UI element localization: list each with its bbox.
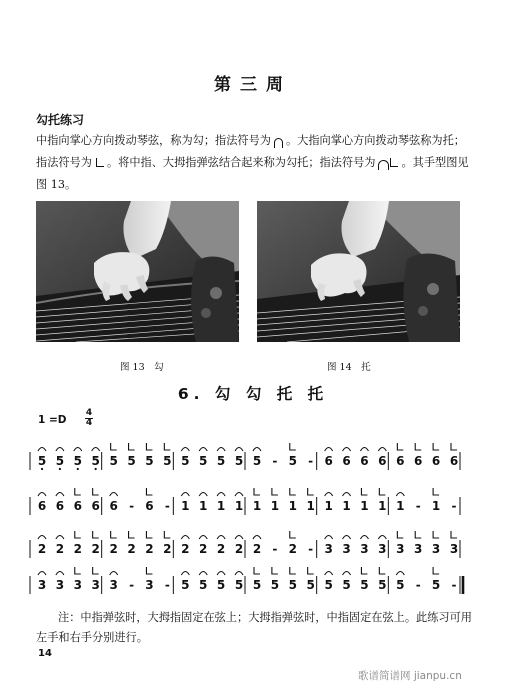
gou-mark-icon xyxy=(378,536,386,540)
dash-extension: - xyxy=(451,499,457,513)
score-note: 2 xyxy=(181,542,190,556)
tuo-mark-icon xyxy=(361,567,367,574)
score-note: 1 xyxy=(306,499,315,513)
lower-octave-dot xyxy=(95,468,97,470)
gou-mark-icon xyxy=(253,448,261,452)
gou-mark-icon xyxy=(217,448,225,452)
score-note: 5 xyxy=(306,578,315,592)
gou-mark-icon xyxy=(92,448,100,452)
gou-mark-icon xyxy=(343,448,351,452)
gou-mark-icon xyxy=(343,572,351,576)
score-note: 2 xyxy=(199,542,208,556)
score-note: 3 xyxy=(324,542,333,556)
lower-octave-dot xyxy=(41,468,43,470)
tuo-mark-icon xyxy=(146,443,152,450)
score-note: 6 xyxy=(145,499,154,513)
score-note: 6 xyxy=(73,499,82,513)
score-note: 3 xyxy=(342,542,351,556)
gou-mark-icon xyxy=(378,448,386,452)
gou-mark-icon xyxy=(235,493,243,497)
dash-extension: - xyxy=(415,578,421,592)
lower-octave-dot xyxy=(77,468,79,470)
tuo-mark-icon xyxy=(75,531,81,538)
score-note: 6 xyxy=(431,454,441,468)
score-note: 2 xyxy=(288,542,297,556)
score-note: 5 xyxy=(360,578,369,592)
score-note: 5 xyxy=(37,454,47,468)
gou-mark-icon xyxy=(235,448,243,452)
tuo-mark-icon xyxy=(451,531,457,538)
score-note: 5 xyxy=(270,578,280,592)
gou-mark-icon xyxy=(199,493,207,497)
dash-extension: - xyxy=(308,542,314,556)
gou-mark-icon xyxy=(181,448,189,452)
score-note: 5 xyxy=(234,578,244,592)
gou-mark-icon xyxy=(38,572,46,576)
practice-note: 注：中指弹弦时，大拇指固定在弦上；大拇指弹弦时，中指固定在弦上。此练习可用左手和右手分别进行。 xyxy=(36,611,472,644)
tuo-mark-icon xyxy=(254,488,260,495)
dash-extension: - xyxy=(272,542,278,556)
score-note: 1 xyxy=(342,499,351,513)
gou-mark-icon xyxy=(199,448,207,452)
dash-extension: - xyxy=(164,578,170,592)
dash-extension: - xyxy=(451,578,457,592)
tuo-mark-icon xyxy=(397,531,403,538)
intro-text-4: 。其手型图见图 13。 xyxy=(36,156,469,191)
gou-mark-icon xyxy=(181,493,189,497)
gou-mark-icon xyxy=(396,493,404,497)
score-note: 3 xyxy=(378,542,387,556)
score-note: 1 xyxy=(199,499,208,513)
dash-extension: - xyxy=(308,454,314,468)
gou-mark-icon xyxy=(199,536,207,540)
tuo-mark-icon xyxy=(272,488,278,495)
score-note: 5 xyxy=(396,578,405,592)
tuo-mark-icon xyxy=(75,488,81,495)
tuo-mark-icon xyxy=(290,567,296,574)
score-note: 5 xyxy=(199,578,208,592)
time-signature-top: 4 xyxy=(85,408,93,418)
gou-mark-icon xyxy=(56,493,64,497)
score-note: 6 xyxy=(55,499,65,513)
gou-mark-icon xyxy=(396,572,404,576)
score-note: 5 xyxy=(127,454,136,468)
score-note: 6 xyxy=(360,454,369,468)
gou-mark-icon xyxy=(74,448,82,452)
tuo-mark-icon xyxy=(397,443,403,450)
score-note: 5 xyxy=(431,578,441,592)
score-note: 6 xyxy=(37,499,47,513)
score-note: 1 xyxy=(216,499,226,513)
score-note: 5 xyxy=(288,454,297,468)
score-note: 2 xyxy=(91,542,100,556)
score-note: 2 xyxy=(73,542,82,556)
tuo-mark-icon xyxy=(308,567,314,574)
week-title: 第三周 xyxy=(214,75,292,95)
score-note: 3 xyxy=(91,578,100,592)
tuo-mark-icon xyxy=(93,567,99,574)
site-watermark: 歌谱简谱网 jianpu.cn xyxy=(358,670,462,682)
score-note: 5 xyxy=(91,454,100,468)
tuo-mark-icon xyxy=(146,531,152,538)
dash-extension: - xyxy=(272,454,278,468)
tuo-mark-icon xyxy=(164,531,170,538)
intro-text-2: 。大指向掌心方向拨动琴弦称为托；指法符号为 xyxy=(36,134,465,169)
score-note: 3 xyxy=(449,542,459,556)
tuo-mark-icon xyxy=(433,567,439,574)
score-note: 5 xyxy=(252,578,262,592)
score-note: 3 xyxy=(414,542,423,556)
tuo-mark-icon xyxy=(433,443,439,450)
tuo-mark-icon xyxy=(361,488,367,495)
score-note: 5 xyxy=(378,578,387,592)
intro-text-1: 中指向掌心方向拨动琴弦，称为勾；指法符号为 xyxy=(36,134,271,147)
tuo-mark-icon xyxy=(146,567,152,574)
tuo-mark-icon xyxy=(290,488,296,495)
gou-mark-icon xyxy=(56,572,64,576)
score-note: 6 xyxy=(396,454,405,468)
tuo-mark-icon xyxy=(254,567,260,574)
score-note: 1 xyxy=(288,499,297,513)
score-note: 3 xyxy=(73,578,82,592)
score-note: 1 xyxy=(324,499,333,513)
score-note: 2 xyxy=(109,542,118,556)
score-note: 3 xyxy=(55,578,65,592)
gou-mark-icon xyxy=(343,536,351,540)
tuo-mark-icon xyxy=(129,443,135,450)
score-note: 3 xyxy=(145,578,154,592)
dash-extension: - xyxy=(129,499,135,513)
tuo-mark-icon xyxy=(415,531,421,538)
gou-mark-icon xyxy=(235,536,243,540)
gou-mark-icon xyxy=(217,536,225,540)
score-note: 3 xyxy=(109,578,118,592)
score-note: 5 xyxy=(234,454,244,468)
tuo-mark-icon xyxy=(146,488,152,495)
score-note: 6 xyxy=(109,499,118,513)
gou-mark-icon xyxy=(110,572,118,576)
page-number: 14 xyxy=(38,648,52,659)
score-note: 5 xyxy=(163,454,172,468)
score-note: 2 xyxy=(163,542,172,556)
gou-mark-icon xyxy=(343,493,351,497)
score-note: 1 xyxy=(181,499,190,513)
tuo-mark-icon xyxy=(290,443,296,450)
tuo-mark-icon xyxy=(111,443,117,450)
gou-mark-icon xyxy=(110,493,118,497)
score-note: 2 xyxy=(127,542,136,556)
gou-mark-icon xyxy=(181,536,189,540)
tuo-mark-icon xyxy=(93,531,99,538)
dash-extension: - xyxy=(129,578,135,592)
score-note: 6 xyxy=(378,454,387,468)
dash-extension: - xyxy=(415,499,421,513)
gou-mark-icon xyxy=(199,572,207,576)
tuo-mark-icon xyxy=(451,443,457,450)
score-note: 3 xyxy=(360,542,369,556)
score-note: 2 xyxy=(55,542,65,556)
time-signature-bottom: 4 xyxy=(85,418,93,428)
score-note: 2 xyxy=(216,542,226,556)
gou-mark-icon xyxy=(325,493,333,497)
score-note: 2 xyxy=(145,542,154,556)
score-note: 5 xyxy=(199,454,208,468)
tuo-mark-icon xyxy=(379,488,385,495)
gou-mark-icon xyxy=(38,536,46,540)
score-note: 1 xyxy=(431,499,441,513)
score-note: 2 xyxy=(234,542,244,556)
gou-mark-icon xyxy=(325,572,333,576)
score-note: 5 xyxy=(288,578,297,592)
tuo-mark-icon xyxy=(308,488,314,495)
gou-mark-icon xyxy=(181,572,189,576)
tuo-mark-icon xyxy=(272,567,278,574)
score-note: 6 xyxy=(342,454,351,468)
gou-mark-icon xyxy=(56,536,64,540)
tuo-mark-icon xyxy=(111,531,117,538)
score-note: 5 xyxy=(55,454,65,468)
tuo-mark-icon xyxy=(433,488,439,495)
score-note: 5 xyxy=(73,454,82,468)
score-note: 5 xyxy=(324,578,333,592)
score-note: 6 xyxy=(449,454,459,468)
tuo-mark-icon xyxy=(164,443,170,450)
section-heading: 勾托练习 xyxy=(36,113,85,127)
tuo-mark-icon xyxy=(433,531,439,538)
score-note: 6 xyxy=(324,454,333,468)
gou-mark-icon xyxy=(217,572,225,576)
tuo-mark-icon xyxy=(93,488,99,495)
gou-mark-icon xyxy=(38,448,46,452)
figure-14-caption: 图 14 托 xyxy=(327,362,371,373)
score-note: 5 xyxy=(216,454,226,468)
gou-mark-icon xyxy=(360,536,368,540)
tuo-mark-icon xyxy=(379,567,385,574)
gou-mark-icon xyxy=(38,493,46,497)
gou-mark-icon xyxy=(325,448,333,452)
score-note: 2 xyxy=(37,542,47,556)
tuo-mark-icon xyxy=(290,531,296,538)
figure-13-caption: 图 13 勾 xyxy=(120,362,164,373)
score-note: 1 xyxy=(378,499,387,513)
gou-mark-icon xyxy=(56,448,64,452)
score-note: 1 xyxy=(396,499,405,513)
piece-title: 6. 勾 勾 托 托 xyxy=(177,385,329,403)
score-note: 6 xyxy=(91,499,100,513)
score-note: 1 xyxy=(270,499,280,513)
gou-mark-icon xyxy=(217,493,225,497)
key-signature: 1 =D xyxy=(38,414,67,426)
gou-mark-icon xyxy=(360,448,368,452)
intro-text-3: 。将中指、大拇指弹弦结合起来称为勾托；指法符号为 xyxy=(106,156,376,169)
gou-mark-icon xyxy=(325,536,333,540)
dash-extension: - xyxy=(164,499,170,513)
score-note: 5 xyxy=(216,578,226,592)
score-note: 5 xyxy=(109,454,118,468)
tuo-mark-icon xyxy=(75,567,81,574)
score-note: 1 xyxy=(252,499,262,513)
score-note: 5 xyxy=(252,454,262,468)
score-note: 5 xyxy=(145,454,154,468)
score-note: 5 xyxy=(181,454,190,468)
score-note: 1 xyxy=(234,499,244,513)
lower-octave-dot xyxy=(59,468,61,470)
gou-mark-icon xyxy=(235,572,243,576)
score-note: 3 xyxy=(431,542,441,556)
score-note: 5 xyxy=(181,578,190,592)
score-note: 3 xyxy=(37,578,47,592)
tuo-mark-icon xyxy=(415,443,421,450)
score-note: 3 xyxy=(396,542,405,556)
gou-mark-icon xyxy=(253,536,261,540)
score-note: 5 xyxy=(342,578,351,592)
score-note: 6 xyxy=(414,454,423,468)
score-note: 1 xyxy=(360,499,369,513)
score-note: 2 xyxy=(252,542,262,556)
tuo-mark-icon xyxy=(129,531,135,538)
